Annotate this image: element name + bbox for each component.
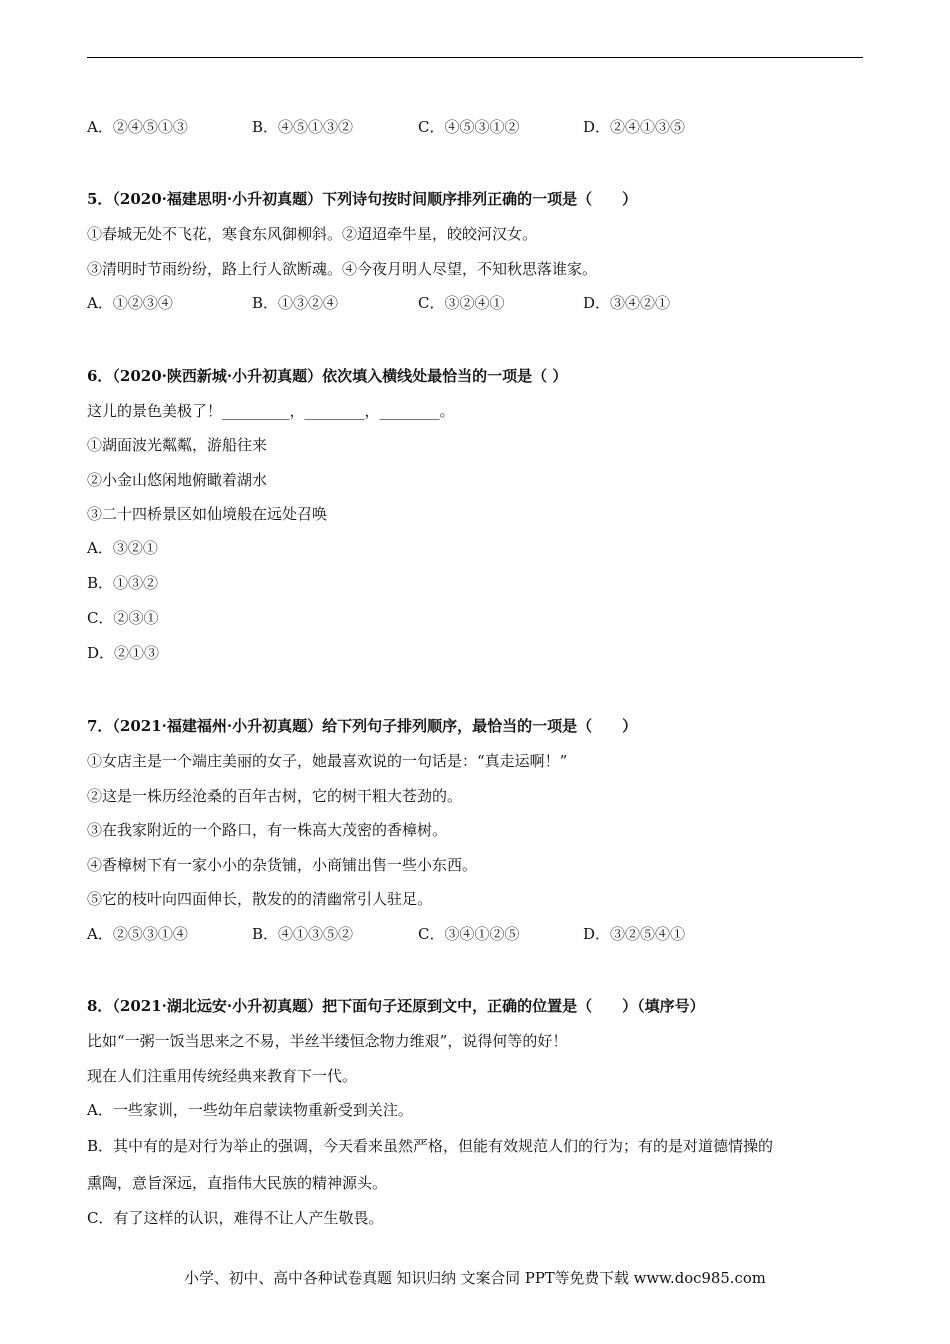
q5-line-1: ①春城无处不飞花，寒食东风御柳斜。②迢迢牵牛星，皎皎河汉女。: [87, 225, 538, 243]
q6-option-a: A．③②①: [87, 539, 158, 557]
q6-option-d: D．②①③: [87, 644, 160, 662]
q4-option-b: B．④⑤①③②: [252, 118, 354, 136]
q4-option-d: D．②④①③⑤: [583, 118, 686, 136]
q8-option-a: A．一些家训，一些幼年启蒙读物重新受到关注。: [87, 1101, 413, 1119]
q7-option-b: B．④①③⑤②: [252, 925, 354, 943]
q4-option-a: A．②④⑤①③: [87, 118, 188, 136]
q7-title: 7．（2021·福建福州·小升初真题）给下列句子排列顺序，最恰当的一项是（ ）: [87, 717, 638, 735]
q8-option-b: B．其中有的是对行为举止的强调，今天看来虽然严格，但能有效规范人们的行为；有的是对道德情操的: [87, 1137, 774, 1155]
q5-line-2: ③清明时节雨纷纷，路上行人欲断魂。④今夜月明人尽望，不知秋思落谁家。: [87, 260, 598, 278]
q5-title: 5．（2020·福建思明·小升初真题）下列诗句按时间顺序排列正确的一项是（ ）: [87, 190, 638, 208]
q5-option-d: D．③④②①: [583, 294, 671, 312]
q7-line-3: ③在我家附近的一个路口，有一株高大茂密的香樟树。: [87, 821, 448, 839]
q6-line-1: 这儿的景色美极了！_________，________，________。: [87, 402, 455, 420]
q4-option-c: C．④⑤③①②: [418, 118, 520, 136]
q7-line-2: ②这是一株历经沧桑的百年古树，它的树干粗大苍劲的。: [87, 787, 463, 805]
q7-option-a: A．②⑤③①④: [87, 925, 188, 943]
q6-option-c: C．②③①: [87, 609, 159, 627]
q7-line-4: ④香樟树下有一家小小的杂货铺，小商铺出售一些小东西。: [87, 856, 478, 874]
q5-options: [87, 293, 787, 313]
q6-option-b: B．①③②: [87, 574, 159, 592]
q8-option-c: C．有了这样的认识，难得不让人产生敬畏。: [87, 1209, 384, 1227]
page-footer: 小学、初中、高中各种试卷真题 知识归纳 文案合同 PPT等免费下载 www.doc985.com: [184, 1269, 766, 1287]
q8-line-2: 现在人们注重用传统经典来教育下一代。: [87, 1067, 358, 1085]
q6-line-4: ③二十四桥景区如仙境般在远处召唤: [87, 505, 328, 523]
q5-option-a: A．①②③④: [87, 294, 173, 312]
q6-title: 6．（2020·陕西新城·小升初真题）依次填入横线处最恰当的一项是（ ）: [87, 367, 568, 385]
q4-options: [87, 117, 787, 137]
q6-line-3: ②小金山悠闲地俯瞰着湖水: [87, 471, 268, 489]
q7-option-c: C．③④①②⑤: [418, 925, 520, 943]
q5-option-c: C．③②④①: [418, 294, 505, 312]
q7-line-5: ⑤它的枝叶向四面伸长，散发的的清幽常引人驻足。: [87, 890, 433, 908]
q5-option-b: B．①③②④: [252, 294, 339, 312]
q6-line-2: ①湖面波光粼粼，游船往来: [87, 436, 268, 454]
q7-option-d: D．③②⑤④①: [583, 925, 686, 943]
header-rule: [87, 57, 863, 58]
q7-options: [87, 924, 787, 944]
q8-line-1: 比如“一粥一饭当思来之不易，半丝半缕恒念物力维艰”，说得何等的好！: [87, 1032, 568, 1050]
q8-option-b-cont: 熏陶，意旨深远，直指伟大民族的精神源头。: [87, 1174, 388, 1192]
q8-title: 8．（2021·湖北远安·小升初真题）把下面句子还原到文中，正确的位置是（ ）（填序号）: [87, 997, 705, 1015]
q7-line-1: ①女店主是一个端庄美丽的女子，她最喜欢说的一句话是：“真走运啊！”: [87, 752, 568, 770]
